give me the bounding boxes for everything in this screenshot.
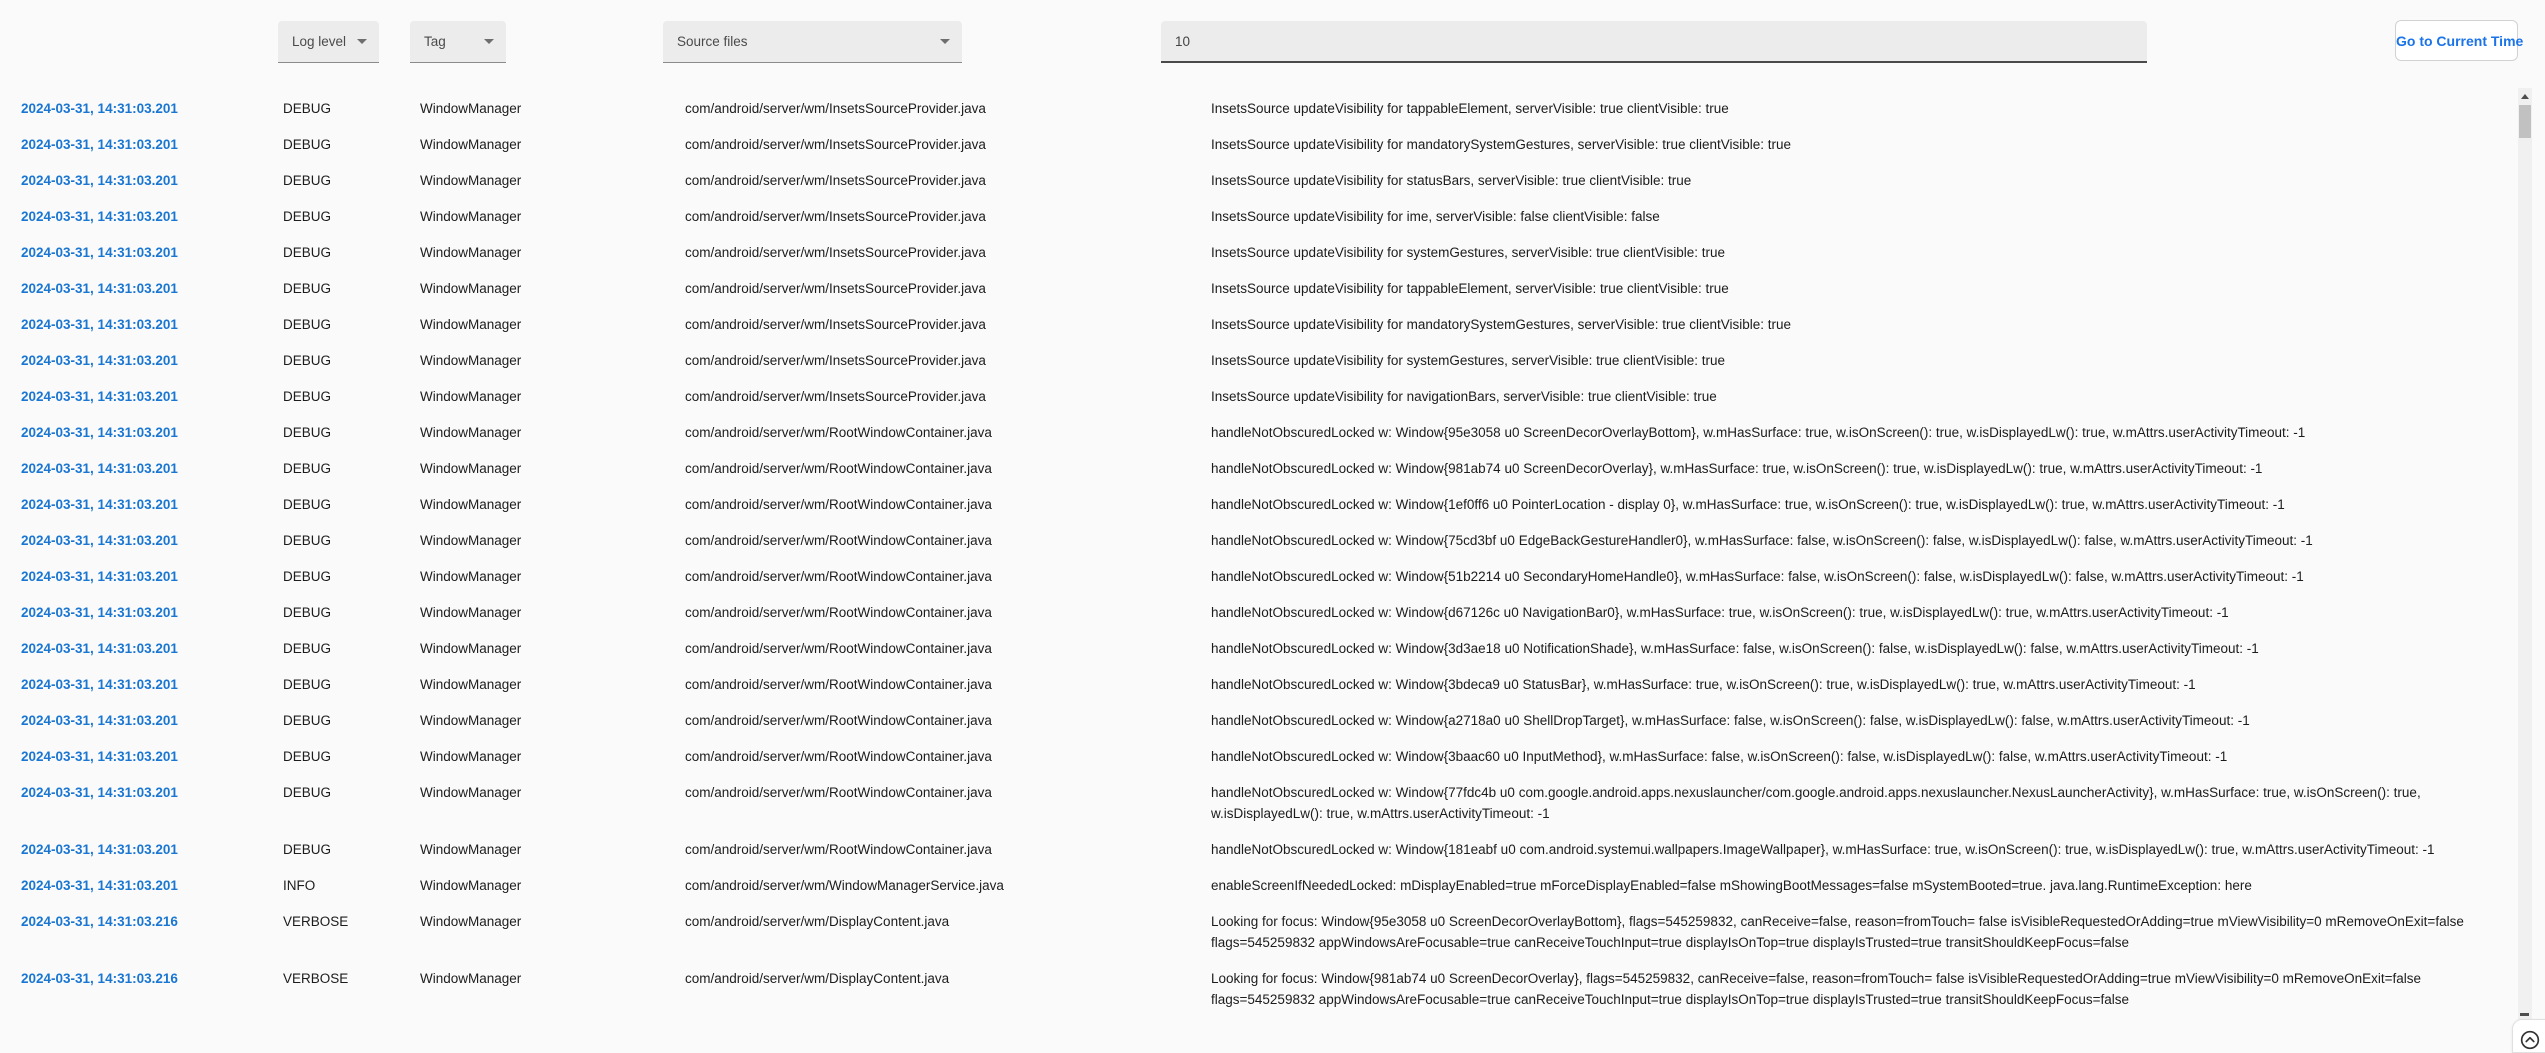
log-source-file: com/android/server/wm/InsetsSourceProvider.java <box>685 136 986 152</box>
log-timestamp-link[interactable]: 2024-03-31, 14:31:03.201 <box>21 244 178 260</box>
log-message: handleNotObscuredLocked w: Window{3baac60 u0 InputMethod}, w.mHasSurface: false, w.isOnScreen(): false, w.isDisplayedLw(): false, w.mAttrs.userActivityTimeout: -1 <box>1211 748 2228 764</box>
log-row <box>0 960 2545 1017</box>
log-row <box>0 702 2545 738</box>
log-timestamp-link[interactable]: 2024-03-31, 14:31:03.201 <box>21 604 178 620</box>
log-row <box>0 831 2545 867</box>
log-row <box>0 378 2545 414</box>
limit-input[interactable] <box>1161 21 2147 63</box>
log-message: InsetsSource updateVisibility for systemGestures, serverVisible: true clientVisible: true <box>1211 244 1725 260</box>
log-level: VERBOSE <box>283 913 349 929</box>
log-source-file: com/android/server/wm/RootWindowContainer.java <box>685 712 992 728</box>
log-tag: WindowManager <box>420 424 522 440</box>
log-timestamp-link[interactable]: 2024-03-31, 14:31:03.216 <box>21 913 178 929</box>
log-level: INFO <box>283 877 316 893</box>
log-timestamp-link[interactable]: 2024-03-31, 14:31:03.201 <box>21 784 178 800</box>
log-source-file: com/android/server/wm/InsetsSourceProvider.java <box>685 100 986 116</box>
scrollbar-down-button[interactable] <box>2520 1013 2529 1016</box>
log-tag: WindowManager <box>420 496 522 512</box>
log-message: enableScreenIfNeededLocked: mDisplayEnabled=true mForceDisplayEnabled=false mShowingBootMessages=false mSystemBooted=true. java.lang.RuntimeException: here <box>1211 877 2252 893</box>
log-source-file: com/android/server/wm/RootWindowContainer.java <box>685 532 992 548</box>
log-level: DEBUG <box>283 568 332 584</box>
log-timestamp-link[interactable]: 2024-03-31, 14:31:03.201 <box>21 388 178 404</box>
log-source-file: com/android/server/wm/RootWindowContainer.java <box>685 784 992 800</box>
log-level: DEBUG <box>283 100 332 116</box>
filter-toolbar <box>0 0 2545 90</box>
log-row <box>0 198 2545 234</box>
log-tag: WindowManager <box>420 640 522 656</box>
log-level: DEBUG <box>283 748 332 764</box>
log-tag: WindowManager <box>420 913 522 929</box>
log-source-file: com/android/server/wm/RootWindowContainer.java <box>685 748 992 764</box>
log-level: DEBUG <box>283 841 332 857</box>
log-message: handleNotObscuredLocked w: Window{77fdc4b u0 com.google.android.apps.nexuslauncher/com.google.android.apps.nexuslauncher.NexusLauncherActivity}, w.mHasSurface: true, w.isOnScreen(): true, w.isDisplayedLw(): true, w.mAttrs.userActivityTimeout: -1 <box>1211 784 2421 821</box>
log-message: InsetsSource updateVisibility for mandatorySystemGestures, serverVisible: true clientVisible: true <box>1211 136 1792 152</box>
log-timestamp-link[interactable]: 2024-03-31, 14:31:03.201 <box>21 280 178 296</box>
log-timestamp-link[interactable]: 2024-03-31, 14:31:03.201 <box>21 136 178 152</box>
log-timestamp-link[interactable]: 2024-03-31, 14:31:03.201 <box>21 172 178 188</box>
log-tag: WindowManager <box>420 676 522 692</box>
log-tag: WindowManager <box>420 841 522 857</box>
log-message: InsetsSource updateVisibility for tappableElement, serverVisible: true clientVisible: true <box>1211 280 1729 296</box>
log-tag: WindowManager <box>420 136 522 152</box>
log-message: InsetsSource updateVisibility for navigationBars, serverVisible: true clientVisible: true <box>1211 388 1717 404</box>
log-level: DEBUG <box>283 316 332 332</box>
log-source-file: com/android/server/wm/RootWindowContainer.java <box>685 676 992 692</box>
log-source-file: com/android/server/wm/InsetsSourceProvider.java <box>685 352 986 368</box>
log-row <box>0 306 2545 342</box>
log-row <box>0 738 2545 774</box>
log-source-file: com/android/server/wm/DisplayContent.java <box>685 970 950 986</box>
log-level: DEBUG <box>283 208 332 224</box>
source-files-select-label: Source files <box>677 34 748 49</box>
log-source-file: com/android/server/wm/RootWindowContainer.java <box>685 496 992 512</box>
log-level: DEBUG <box>283 784 332 800</box>
log-level: DEBUG <box>283 172 332 188</box>
log-row <box>0 558 2545 594</box>
log-timestamp-link[interactable]: 2024-03-31, 14:31:03.201 <box>21 424 178 440</box>
log-timestamp-link[interactable]: 2024-03-31, 14:31:03.216 <box>21 970 178 986</box>
log-row <box>0 666 2545 702</box>
log-message: Looking for focus: Window{981ab74 u0 ScreenDecorOverlay}, flags=545259832, canReceive=false, reason=fromTouch= false isVisibleRequestedOrAdding=true mViewVisibility=0 mRemoveOnExit=false flags=545259832 appWindowsAreFocusable=true canReceiveTouchInput=true displayIsOnTop=true displayIsTrusted=true transitShouldKeepFocus=false <box>1211 970 2422 1007</box>
log-tag: WindowManager <box>420 208 522 224</box>
log-message: handleNotObscuredLocked w: Window{d67126c u0 NavigationBar0}, w.mHasSurface: true, w.isOnScreen(): true, w.isDisplayedLw(): true, w.mAttrs.userActivityTimeout: -1 <box>1211 604 2229 620</box>
log-level: DEBUG <box>283 352 332 368</box>
log-tag: WindowManager <box>420 460 522 476</box>
log-source-file: com/android/server/wm/DisplayContent.java <box>685 913 950 929</box>
log-tag: WindowManager <box>420 316 522 332</box>
log-timestamp-link[interactable]: 2024-03-31, 14:31:03.201 <box>21 676 178 692</box>
log-message: Looking for focus: Window{95e3058 u0 ScreenDecorOverlayBottom}, flags=545259832, canReceive=false, reason=fromTouch= false isVisibleRequestedOrAdding=true mViewVisibility=0 mRemoveOnExit=false flags=545259832 appWindowsAreFocusable=true canReceiveTouchInput=true displayIsOnTop=true displayIsTrusted=true transitShouldKeepFocus=false <box>1211 913 2464 950</box>
log-level: DEBUG <box>283 532 332 548</box>
log-row <box>0 414 2545 450</box>
caret-down-icon <box>940 39 950 44</box>
log-row <box>0 594 2545 630</box>
log-timestamp-link[interactable]: 2024-03-31, 14:31:03.201 <box>21 841 178 857</box>
log-level: DEBUG <box>283 280 332 296</box>
log-level: DEBUG <box>283 712 332 728</box>
log-row <box>0 90 2545 126</box>
log-message: handleNotObscuredLocked w: Window{181eabf u0 com.android.systemui.wallpapers.ImageWallpaper}, w.mHasSurface: true, w.isOnScreen(): true, w.isDisplayedLw(): true, w.mAttrs.userActivityTimeout: -1 <box>1211 841 2435 857</box>
log-level: DEBUG <box>283 136 332 152</box>
log-source-file: com/android/server/wm/InsetsSourceProvider.java <box>685 244 986 260</box>
log-message: handleNotObscuredLocked w: Window{a2718a0 u0 ShellDropTarget}, w.mHasSurface: false, w.isOnScreen(): false, w.isDisplayedLw(): false, w.mAttrs.userActivityTimeout: -1 <box>1211 712 2250 728</box>
caret-down-icon <box>484 39 494 44</box>
log-timestamp-link[interactable]: 2024-03-31, 14:31:03.201 <box>21 316 178 332</box>
log-message: InsetsSource updateVisibility for systemGestures, serverVisible: true clientVisible: true <box>1211 352 1725 368</box>
log-source-file: com/android/server/wm/InsetsSourceProvider.java <box>685 208 986 224</box>
log-table <box>0 90 2545 1017</box>
log-level: DEBUG <box>283 244 332 260</box>
log-timestamp-link[interactable]: 2024-03-31, 14:31:03.201 <box>21 712 178 728</box>
log-timestamp-link[interactable]: 2024-03-31, 14:31:03.201 <box>21 532 178 548</box>
log-source-file: com/android/server/wm/RootWindowContainer.java <box>685 640 992 656</box>
log-level: DEBUG <box>283 676 332 692</box>
source-files-select[interactable] <box>663 21 962 63</box>
log-timestamp-link[interactable]: 2024-03-31, 14:31:03.201 <box>21 877 178 893</box>
log-source-file: com/android/server/wm/InsetsSourceProvider.java <box>685 316 986 332</box>
log-message: InsetsSource updateVisibility for tappableElement, serverVisible: true clientVisible: true <box>1211 100 1729 116</box>
scrollbar-thumb[interactable] <box>2519 105 2531 138</box>
log-source-file: com/android/server/wm/InsetsSourceProvider.java <box>685 280 986 296</box>
log-tag: WindowManager <box>420 970 522 986</box>
log-tag: WindowManager <box>420 280 522 296</box>
log-timestamp-link[interactable]: 2024-03-31, 14:31:03.201 <box>21 100 178 116</box>
log-row <box>0 126 2545 162</box>
log-tag: WindowManager <box>420 244 522 260</box>
log-row <box>0 270 2545 306</box>
log-row <box>0 234 2545 270</box>
log-source-file: com/android/server/wm/InsetsSourceProvider.java <box>685 388 986 404</box>
log-level: DEBUG <box>283 604 332 620</box>
log-timestamp-link[interactable]: 2024-03-31, 14:31:03.201 <box>21 208 178 224</box>
log-row <box>0 903 2545 960</box>
go-to-current-time-button[interactable]: Go to Current Time <box>2395 20 2518 61</box>
log-tag: WindowManager <box>420 712 522 728</box>
log-source-file: com/android/server/wm/RootWindowContainer.java <box>685 568 992 584</box>
log-message: InsetsSource updateVisibility for ime, serverVisible: false clientVisible: false <box>1211 208 1660 224</box>
log-level: DEBUG <box>283 496 332 512</box>
vertical-scrollbar[interactable] <box>2518 88 2532 1051</box>
log-row <box>0 342 2545 378</box>
log-row <box>0 522 2545 558</box>
log-row <box>0 774 2545 831</box>
log-row <box>0 486 2545 522</box>
log-timestamp-link[interactable]: 2024-03-31, 14:31:03.201 <box>21 496 178 512</box>
log-message: handleNotObscuredLocked w: Window{3bdeca9 u0 StatusBar}, w.mHasSurface: true, w.isOnScreen(): true, w.isDisplayedLw(): true, w.mAttrs.userActivityTimeout: -1 <box>1211 676 2196 692</box>
log-message: handleNotObscuredLocked w: Window{51b2214 u0 SecondaryHomeHandle0}, w.mHasSurface: false, w.isOnScreen(): false, w.isDisplayedLw(): false, w.mAttrs.userActivityTimeout: -1 <box>1211 568 2304 584</box>
log-row <box>0 162 2545 198</box>
tag-select[interactable] <box>410 21 506 63</box>
log-message: handleNotObscuredLocked w: Window{981ab74 u0 ScreenDecorOverlay}, w.mHasSurface: true, w.isOnScreen(): true, w.isDisplayedLw(): true, w.mAttrs.userActivityTimeout: -1 <box>1211 460 2263 476</box>
log-row <box>0 867 2545 903</box>
log-timestamp-link[interactable]: 2024-03-31, 14:31:03.201 <box>21 352 178 368</box>
log-source-file: com/android/server/wm/RootWindowContainer.java <box>685 604 992 620</box>
log-source-file: com/android/server/wm/RootWindowContainer.java <box>685 424 992 440</box>
scrollbar-up-button[interactable] <box>2518 88 2532 104</box>
log-message: handleNotObscuredLocked w: Window{1ef0ff6 u0 PointerLocation - display 0}, w.mHasSurface: true, w.isOnScreen(): true, w.isDisplayedLw(): true, w.mAttrs.userActivityTimeout: -1 <box>1211 496 2285 512</box>
log-tag: WindowManager <box>420 877 522 893</box>
log-tag: WindowManager <box>420 172 522 188</box>
log-level-select-label: Log level <box>292 34 347 49</box>
log-timestamp-link[interactable]: 2024-03-31, 14:31:03.201 <box>21 460 178 476</box>
log-message: InsetsSource updateVisibility for statusBars, serverVisible: true clientVisible: true <box>1211 172 1692 188</box>
chevron-up-circle-icon <box>2520 1030 2540 1050</box>
log-source-file: com/android/server/wm/RootWindowContainer.java <box>685 841 992 857</box>
log-source-file: com/android/server/wm/WindowManagerService.java <box>685 877 1004 893</box>
log-timestamp-link[interactable]: 2024-03-31, 14:31:03.201 <box>21 568 178 584</box>
log-level: DEBUG <box>283 460 332 476</box>
caret-down-icon <box>357 39 367 44</box>
log-tag: WindowManager <box>420 568 522 584</box>
log-tag: WindowManager <box>420 784 522 800</box>
log-message: InsetsSource updateVisibility for mandatorySystemGestures, serverVisible: true clientVisible: true <box>1211 316 1792 332</box>
log-source-file: com/android/server/wm/InsetsSourceProvider.java <box>685 172 986 188</box>
log-tag: WindowManager <box>420 748 522 764</box>
log-level: VERBOSE <box>283 970 349 986</box>
log-source-file: com/android/server/wm/RootWindowContainer.java <box>685 460 992 476</box>
log-row <box>0 450 2545 486</box>
log-message: handleNotObscuredLocked w: Window{3d3ae18 u0 NotificationShade}, w.mHasSurface: false, w.isOnScreen(): false, w.isDisplayedLw(): false, w.mAttrs.userActivityTimeout: -1 <box>1211 640 2259 656</box>
log-tag: WindowManager <box>420 388 522 404</box>
scroll-to-top-button[interactable] <box>2520 1030 2540 1050</box>
log-tag: WindowManager <box>420 532 522 548</box>
log-level-select[interactable] <box>278 21 379 63</box>
triangle-up-icon <box>2521 94 2529 99</box>
log-timestamp-link[interactable]: 2024-03-31, 14:31:03.201 <box>21 640 178 656</box>
log-tag: WindowManager <box>420 604 522 620</box>
log-row <box>0 630 2545 666</box>
tag-select-label: Tag <box>424 34 446 49</box>
log-tag: WindowManager <box>420 100 522 116</box>
log-level: DEBUG <box>283 424 332 440</box>
log-level: DEBUG <box>283 388 332 404</box>
log-message: handleNotObscuredLocked w: Window{75cd3bf u0 EdgeBackGestureHandler0}, w.mHasSurface: false, w.isOnScreen(): false, w.isDisplayedLw(): false, w.mAttrs.userActivityTimeout: -1 <box>1211 532 2313 548</box>
log-message: handleNotObscuredLocked w: Window{95e3058 u0 ScreenDecorOverlayBottom}, w.mHasSurface: true, w.isOnScreen(): true, w.isDisplayedLw(): true, w.mAttrs.userActivityTimeout: -1 <box>1211 424 2306 440</box>
log-tag: WindowManager <box>420 352 522 368</box>
log-level: DEBUG <box>283 640 332 656</box>
log-timestamp-link[interactable]: 2024-03-31, 14:31:03.201 <box>21 748 178 764</box>
